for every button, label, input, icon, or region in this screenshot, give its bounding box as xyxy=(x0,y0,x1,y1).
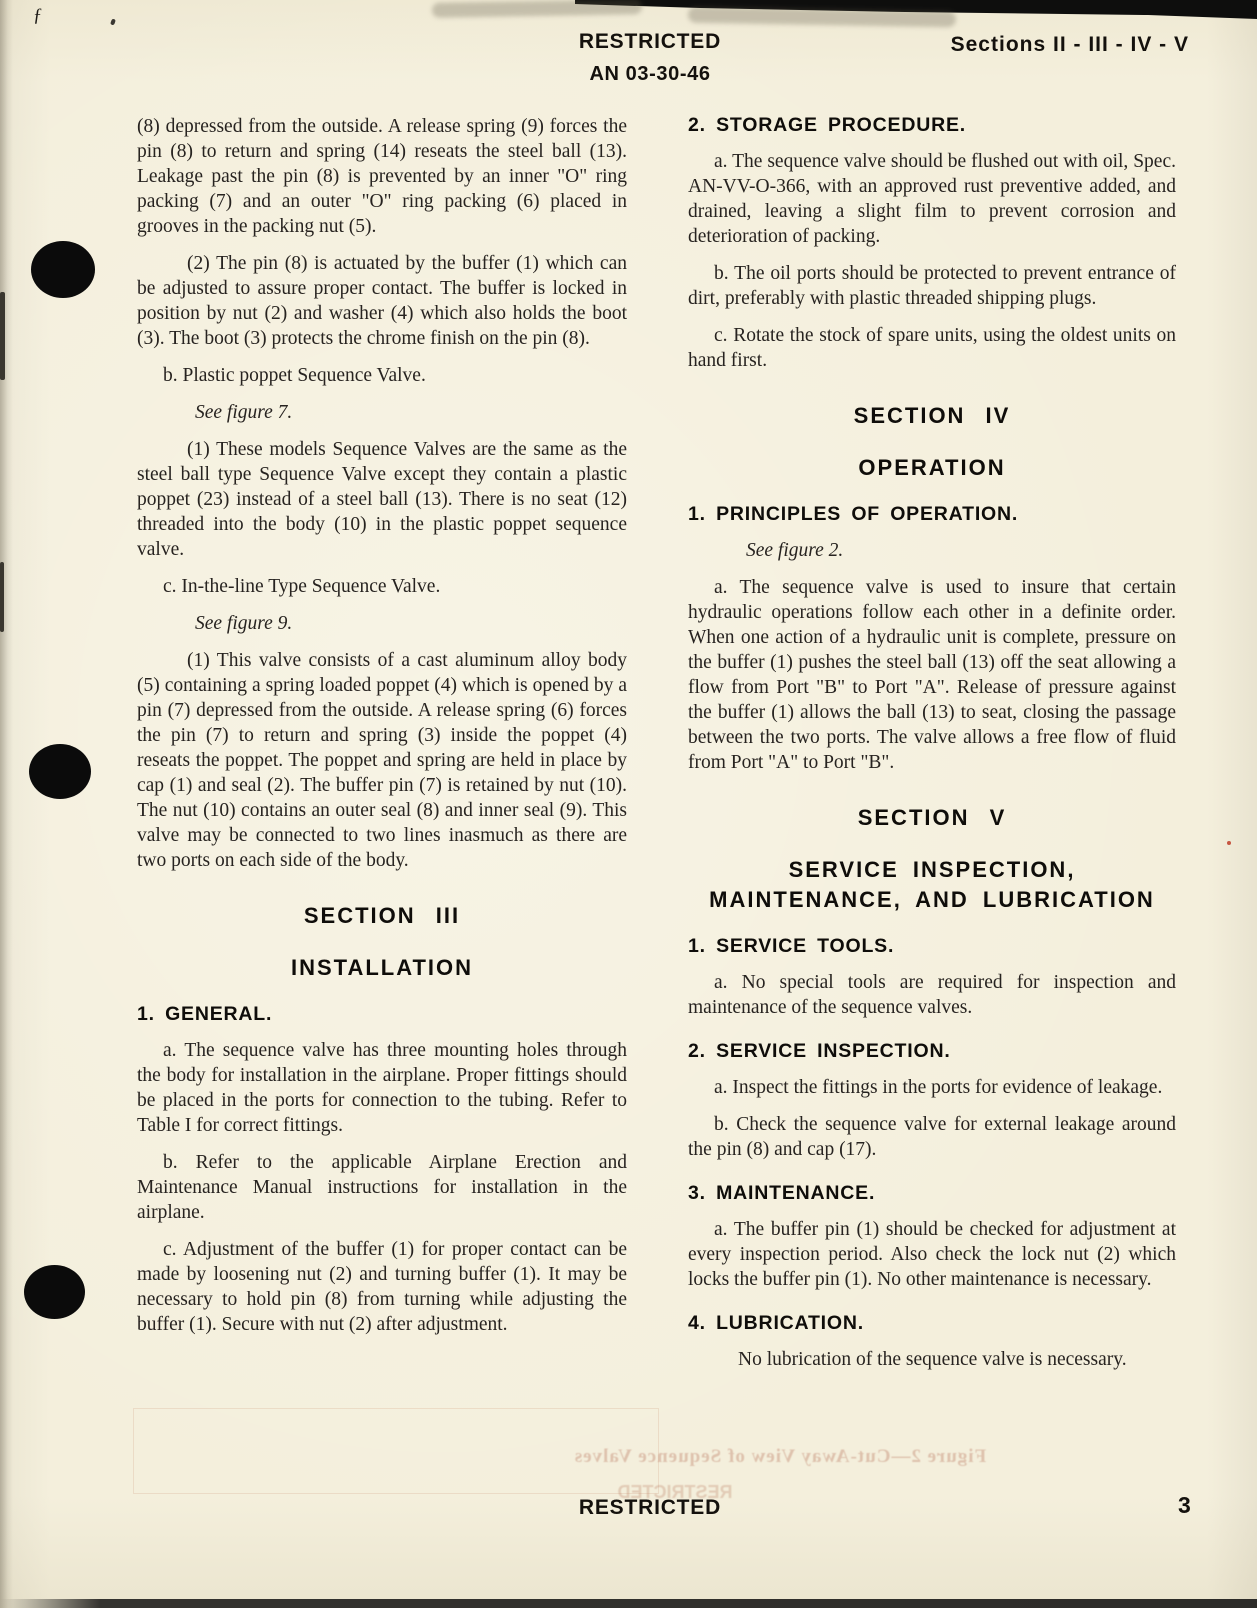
numbered-heading: 3. MAINTENANCE. xyxy=(688,1182,876,1204)
paragraph: b. Refer to the applicable Airplane Erection and Maintenance Manual instructions for installation in the airplane. xyxy=(137,1152,627,1223)
paragraph: b. Plastic poppet Sequence Valve. xyxy=(163,365,426,386)
numbered-heading: 1. PRINCIPLES OF OPERATION. xyxy=(688,503,1019,525)
figure-reference: See figure 7. xyxy=(195,402,293,423)
paragraph: b. Check the sequence valve for external leakage around the pin (8) and cap (17). xyxy=(688,1114,1176,1160)
figure-reference: See figure 2. xyxy=(746,540,844,561)
right-column xyxy=(688,114,1176,1384)
section-heading: SECTION IV xyxy=(853,403,1011,428)
paragraph: c. In-the-line Type Sequence Valve. xyxy=(163,576,441,597)
section-subheading: OPERATION xyxy=(858,455,1006,480)
binder-hole xyxy=(31,241,95,298)
section-subheading: SERVICE INSPECTION, MAINTENANCE, AND LUBRICATION xyxy=(709,857,1155,912)
numbered-heading: 2. SERVICE INSPECTION. xyxy=(688,1040,951,1062)
numbered-heading: 2. STORAGE PROCEDURE. xyxy=(688,114,966,136)
header-classification: RESTRICTED xyxy=(578,30,722,53)
paragraph: c. Adjustment of the buffer (1) for proper contact can be made by loosening nut (2) and turning buffer (1). It may be necessary to hold pin (8) from turning while adjusting the buffer (1). Secure with nut (2) after adjustment. xyxy=(137,1239,627,1335)
paragraph: (1) This valve consists of a cast aluminum alloy body (5) containing a spring loaded poppet (4) which is opened by a pin (7) depressed from the outside. A release spring (6) forces the pin (7) to return and spring (3) inside the poppet (4) reseats the poppet. The poppet and spring are held in place by cap (1) and seal (2). The buffer pin (7) is retained by nut (10). The nut (10) contains an outer seal (8) and inner seal (9). This valve may be connected to two lines inasmuch as there are two ports on each side of the body. xyxy=(137,650,627,871)
footer-classification: RESTRICTED xyxy=(578,1496,722,1519)
paragraph: a. The sequence valve has three mounting holes through the body for installation in the airplane. Proper fittings should be placed in the ports for connection to the tubing. Refer to Table I for correct fittings. xyxy=(137,1040,627,1136)
numbered-heading: 1. SERVICE TOOLS. xyxy=(688,935,895,957)
section-subheading: INSTALLATION xyxy=(290,955,474,980)
paragraph: a. No special tools are required for inspection and maintenance of the sequence valves. xyxy=(688,972,1176,1018)
binder-hole xyxy=(24,1265,85,1319)
section-heading: SECTION III xyxy=(303,903,461,928)
ink-speck xyxy=(110,18,116,25)
paragraph: a. The sequence valve is used to insure that certain hydraulic operations follow each other in a definite order. When one action of a hydraulic unit is complete, pressure on the buffer (1) pushes the steel ball (13) off the seat allowing a flow from Port "B" to Port "A". Release of pressure against the buffer (1) allows the ball (13) to seat, closing the passage between the two ports. The valve allows a free flow of fluid from Port "A" to Port "B". xyxy=(688,577,1176,773)
paragraph: a. The buffer pin (1) should be checked for adjustment at every inspection period. Also check the lock nut (2) which locks the buffer pin (1). No other maintenance is necessary. xyxy=(688,1219,1176,1290)
header-doc-number: AN 03-30-46 xyxy=(589,63,711,85)
paragraph: a. Inspect the fittings in the ports for evidence of leakage. xyxy=(714,1077,1163,1098)
scan-edge-left xyxy=(0,0,13,1608)
paragraph: b. The oil ports should be protected to prevent entrance of dirt, preferably with plastic threaded shipping plugs. xyxy=(688,263,1176,309)
scan-edge-bottom xyxy=(0,1599,1257,1608)
ink-speck: ƒ xyxy=(33,5,43,26)
bleed-through-restricted: RESTRICTED xyxy=(617,1482,733,1502)
scan-mark xyxy=(0,292,5,380)
header-sections-label: Sections II - III - IV - V xyxy=(950,33,1189,56)
numbered-heading: 4. LUBRICATION. xyxy=(688,1312,864,1334)
page-number: 3 xyxy=(1178,1492,1191,1518)
paragraph: c. Rotate the stock of spare units, using the oldest units on hand first. xyxy=(688,325,1176,371)
section-heading: SECTION V xyxy=(857,805,1007,830)
paragraph: (1) These models Sequence Valves are the same as the steel ball type Sequence Valve except they contain a plastic poppet (23) instead of a steel ball (13). There is no seat (12) threaded into the body (10) in the plastic poppet sequence valve. xyxy=(137,439,627,560)
binder-hole xyxy=(29,744,91,799)
bleed-through-figure-caption: Figure 2—Cut-Away View of Sequence Valves xyxy=(573,1446,987,1467)
left-column xyxy=(137,114,627,1349)
paragraph: No lubrication of the sequence valve is necessary. xyxy=(738,1349,1127,1370)
numbered-heading: 1. GENERAL. xyxy=(137,1003,273,1025)
figure-reference: See figure 9. xyxy=(195,613,293,634)
ink-smudge xyxy=(688,7,956,28)
paragraph: (8) depressed from the outside. A release spring (9) forces the pin (8) to return and spring (14) reseats the steel ball (13). Leakage past the pin (8) is prevented by an inner "O" ring packing (7) and an outer "O" ring packing (6) placed in grooves in the packing nut (5). xyxy=(137,116,627,237)
paragraph: (2) The pin (8) is actuated by the buffer (1) which can be adjusted to assure proper contact. The buffer is locked in position by nut (2) and washer (4) which also holds the boot (3). The boot (3) protects the chrome finish on the pin (8). xyxy=(137,253,627,349)
scan-mark xyxy=(0,562,4,632)
ink-speck xyxy=(1227,841,1231,845)
paragraph: a. The sequence valve should be flushed out with oil, Spec. AN-VV-O-366, with an approved rust preventive added, and drained, leaving a slight film to prevent corrosion and deterioration of packing. xyxy=(688,151,1176,247)
